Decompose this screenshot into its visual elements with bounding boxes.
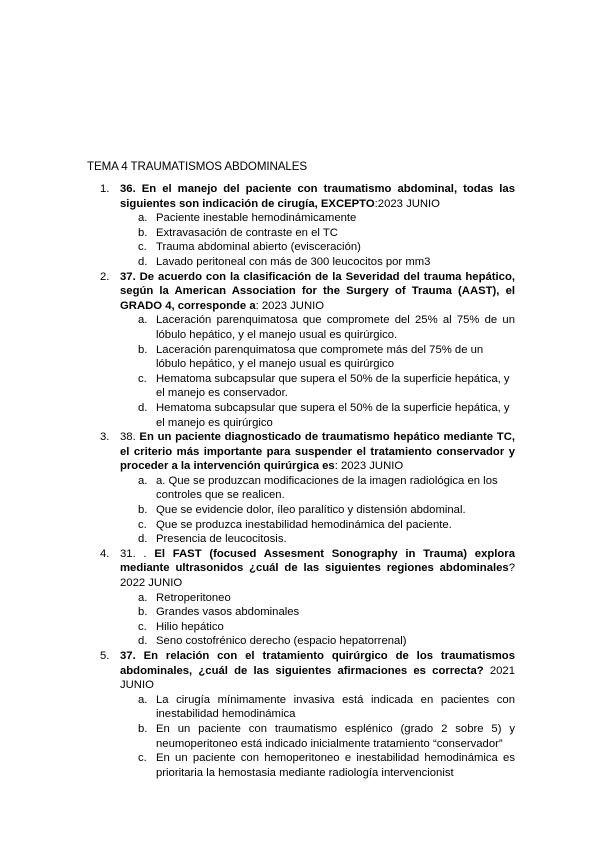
- question-year: :2023 JUNIO: [374, 197, 440, 210]
- option-c: [120, 240, 515, 255]
- option-text: Trauma abdominal abierto (evisceración): [156, 241, 361, 254]
- option-list: [120, 313, 515, 430]
- question-bold-text: El FAST (focused Assesment Sonography in Trauma) explora mediante ultrasonidos ¿cuál de las siguientes regiones abdominales: [120, 547, 515, 575]
- option-text: Lavado peritoneal con más de 300 leucocitos por mm3: [156, 255, 431, 268]
- option-letter: a.: [138, 591, 148, 604]
- option-b: [120, 226, 515, 241]
- option-b: [120, 722, 515, 751]
- option-a: [120, 591, 515, 606]
- option-letter: a.: [138, 474, 148, 487]
- question-year: 2021 JUNIO: [120, 664, 515, 692]
- option-letter: b.: [138, 722, 148, 735]
- option-text: Paciente inestable hemodinámicamente: [156, 212, 357, 225]
- option-list: [120, 693, 515, 781]
- question-number: 1.: [100, 183, 110, 195]
- option-c: [120, 620, 515, 635]
- option-text: Grandes vasos abdominales: [156, 606, 300, 619]
- option-text: Hematoma subcapsular que supera el 50% de la superficie hepática, y el manejo es quirúrgico: [156, 401, 510, 429]
- option-letter: c.: [138, 518, 147, 531]
- question-bold-text: En un paciente diagnosticado de traumatismo hepático mediante TC, el criterio más importante para suspender el tratamiento conservador y proceder a la intervención quirúrgica es: [120, 431, 515, 473]
- option-letter: d.: [138, 533, 148, 546]
- option-list: [120, 211, 515, 269]
- option-letter: a.: [138, 693, 148, 706]
- question-number: 3.: [100, 431, 110, 444]
- option-a: [120, 693, 515, 722]
- question-bold-text: 37. De acuerdo con la clasificación de la Severidad del trauma hepático, según la American Association for the Surgery of Trauma (AAST), el GRADO 4, corresponde a: [120, 270, 515, 312]
- option-a: [120, 313, 515, 342]
- option-text: En un paciente con traumatismo esplénico (grado 2 sobre 5) y neumoperitoneo está indicado inicialmente tratamiento “conservador”: [156, 722, 515, 750]
- option-letter: b.: [138, 226, 148, 239]
- option-text: Hematoma subcapsular que supera el 50% de la superficie hepática, y el manejo es conservador.: [156, 372, 510, 400]
- option-d: [120, 532, 515, 547]
- question-5: [87, 649, 515, 780]
- option-letter: a.: [138, 314, 148, 327]
- question-1: [87, 182, 515, 270]
- option-letter: b.: [138, 343, 148, 356]
- option-text: Que se evidencie dolor, íleo paralítico y distensión abdominal.: [156, 504, 466, 517]
- option-d: [120, 401, 515, 430]
- option-c: [120, 518, 515, 533]
- option-letter: c.: [138, 752, 147, 765]
- question-number: 2.: [100, 270, 110, 283]
- option-text: Presencia de leucocitosis.: [156, 533, 287, 546]
- option-letter: d.: [138, 635, 148, 648]
- option-letter: a.: [138, 212, 148, 225]
- option-letter: c.: [138, 241, 147, 254]
- option-c: [120, 372, 515, 401]
- question-year: ? 2022 JUNIO: [120, 562, 515, 590]
- option-text: La cirugía mínimamente invasiva está indicada en pacientes con inestabilidad hemodinámica: [156, 693, 515, 721]
- option-text: Laceración parenquimatosa que compromete más del 75% de un lóbulo hepático, y el manejo usual es quirúrgico: [156, 343, 484, 371]
- option-b: [120, 605, 515, 620]
- question-4: [87, 547, 515, 649]
- question-prefix: 38.: [120, 431, 140, 444]
- option-text: En un paciente con hemoperitoneo e inestabilidad hemodinámica es prioritaria la hemostasia mediante radiología intervencionist: [156, 752, 515, 779]
- option-c: [120, 751, 515, 780]
- option-b: [120, 343, 515, 372]
- option-text: a. Que se produzcan modificaciones de la imagen radiológica en los controles que se realicen.: [156, 474, 498, 502]
- question-year: : 2023 JUNIO: [255, 299, 325, 312]
- question-number: 4.: [100, 547, 110, 560]
- question-list: [87, 182, 515, 780]
- option-text: Que se produzca inestabilidad hemodinámica del paciente.: [156, 518, 452, 531]
- option-d: [120, 255, 515, 270]
- option-text: Hilio hepático: [156, 620, 224, 633]
- option-d: [120, 634, 515, 649]
- question-text: [120, 430, 515, 474]
- question-text: [120, 182, 515, 211]
- option-a: [120, 474, 515, 503]
- option-text: Extravasación de contraste en el TC: [156, 226, 338, 239]
- option-text: Laceración parenquimatosa que compromete del 25% al 75% de un lóbulo hepático, y el manejo usual es quirúrgico.: [156, 314, 515, 341]
- question-text: [120, 547, 515, 591]
- option-letter: c.: [138, 620, 147, 633]
- option-letter: d.: [138, 255, 148, 268]
- page-title: TEMA 4 TRAUMATISMOS ABDOMINALES: [87, 160, 308, 173]
- question-bold-text: 36. En el manejo del paciente con traumatismo abdominal, todas las siguientes son indicación de cirugía, EXCEPTO: [120, 183, 515, 210]
- option-letter: b.: [138, 504, 148, 517]
- option-text: Seno costofrénico derecho (espacio hepatorrenal): [156, 635, 407, 648]
- question-3: [87, 430, 515, 547]
- question-number: 5.: [100, 650, 110, 662]
- option-a: [120, 211, 515, 226]
- question-bold-text: 37. En relación con el tratamiento quirúrgico de los traumatismos abdominales, ¿cuál de las siguientes afirmaciones es correcta?: [120, 650, 515, 677]
- option-list: [120, 474, 515, 547]
- question-prefix: 31. .: [120, 547, 155, 560]
- option-b: [120, 503, 515, 518]
- question-text: [120, 649, 515, 693]
- option-letter: d.: [138, 401, 148, 414]
- option-letter: b.: [138, 606, 148, 619]
- option-letter: c.: [138, 372, 147, 385]
- question-2: [87, 270, 515, 431]
- option-list: [120, 591, 515, 649]
- question-year: : 2023 JUNIO: [334, 460, 404, 473]
- question-text: [120, 270, 515, 314]
- option-text: Retroperitoneo: [156, 591, 231, 604]
